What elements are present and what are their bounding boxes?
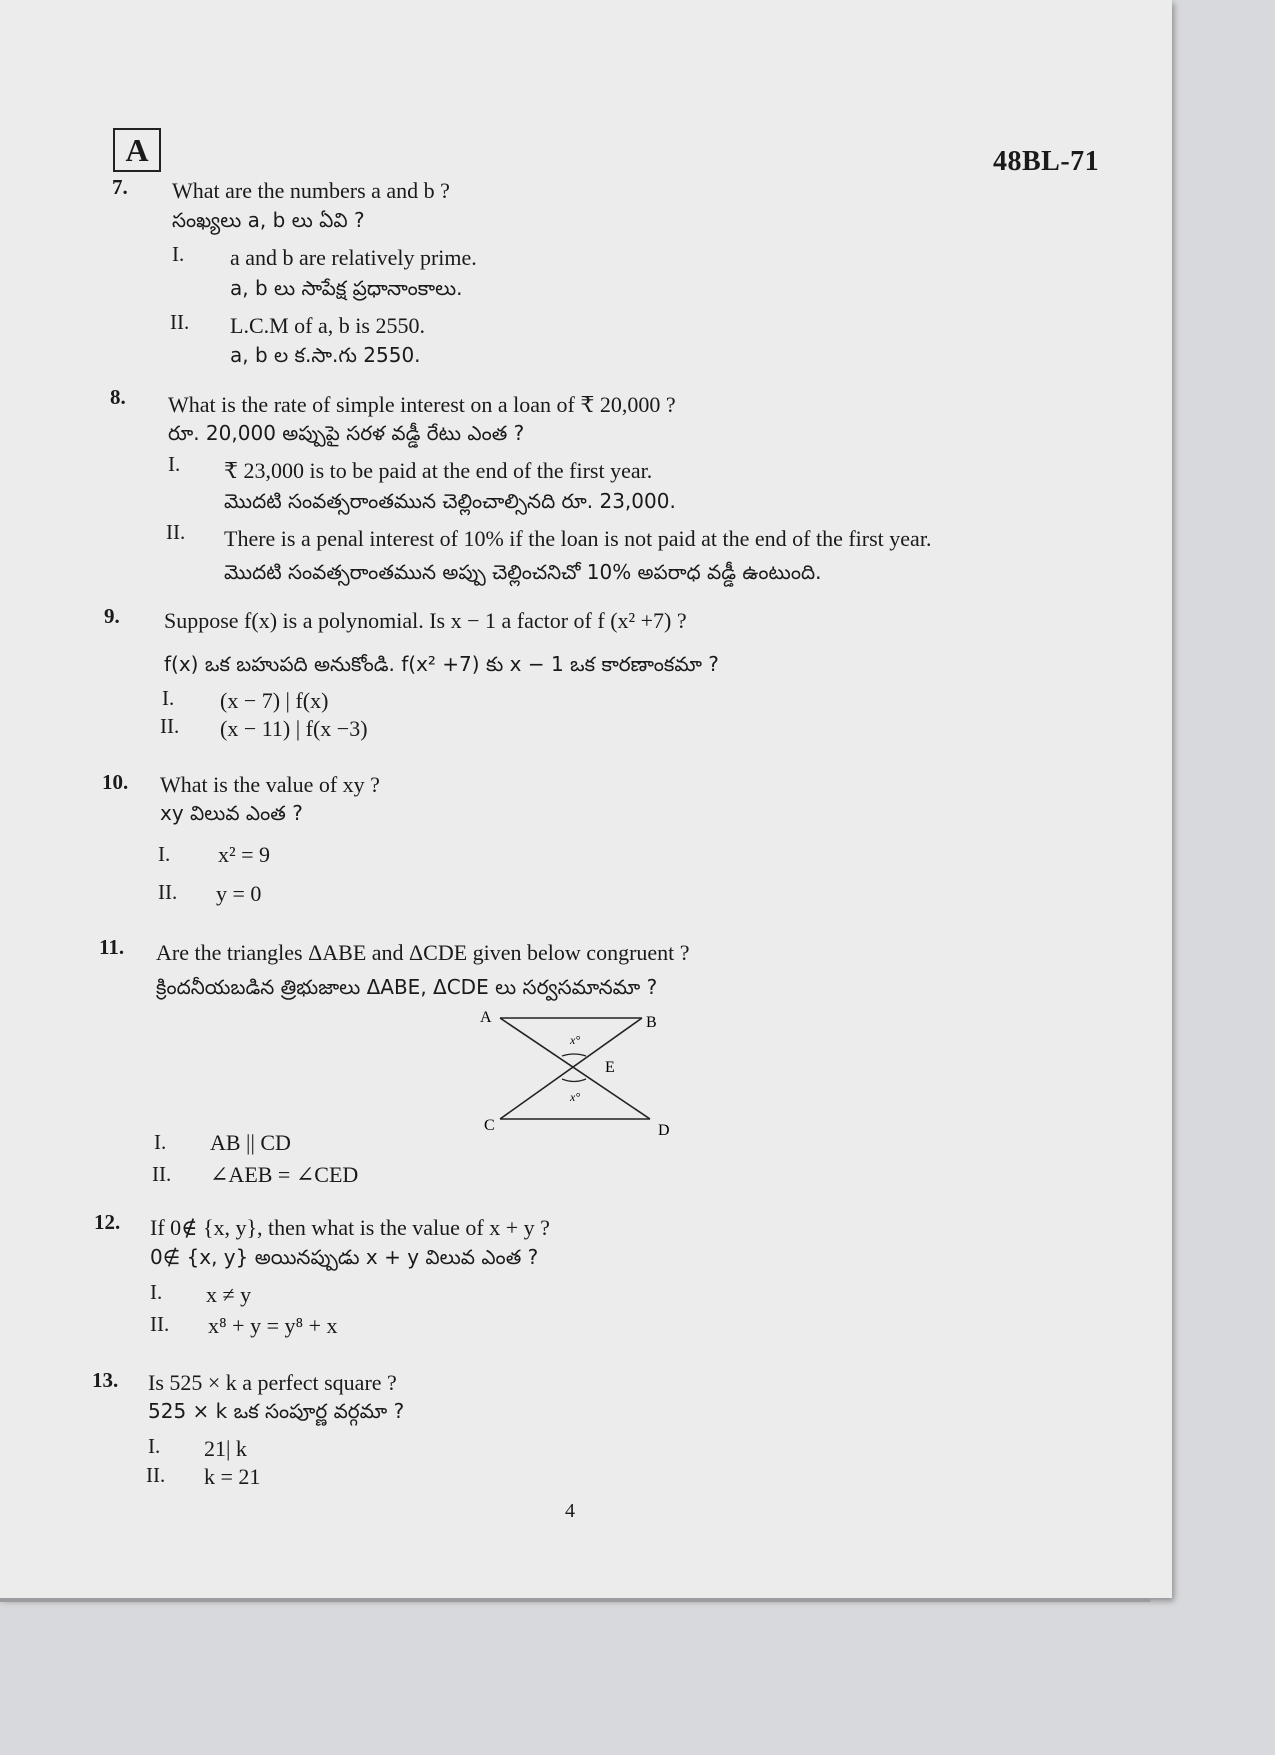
question-text-en: What is the rate of simple interest on a loan of ₹ 20,000 ? [168,392,676,417]
option-expression: AB || CD [210,1130,291,1155]
question-number: 10. [102,770,129,794]
label-d: D [658,1122,670,1139]
option-expression: ∠AEB = ∠CED [210,1162,359,1187]
option-number: I. [162,686,175,710]
question-text-te: సంఖ్యలు a, b లు ఏవి ? [172,208,365,232]
option-text-en: a and b are relatively prime. [230,245,477,270]
question-text-en: What is the value of xy ? [160,772,380,797]
question-text-en: Is 525 × k a perfect square ? [148,1370,397,1395]
option-expression: 21| k [204,1436,247,1461]
option-expression: x² = 9 [218,842,271,867]
option-number: II. [166,520,186,544]
angle-arc-bottom [562,1079,586,1082]
option-number: II. [170,310,190,334]
option-expression: (x − 7) | f(x) [220,688,329,713]
question-number: 7. [112,175,128,199]
option-number: I. [158,842,171,866]
question-text-te: f(x) ఒక బహుపది అనుకోండి. f(x² +7) కు x − 1 ఒక కారణాంకమా ? [164,652,719,676]
angle-label-bottom: x° [570,1090,581,1104]
option-expression: y = 0 [216,881,262,906]
option-text-te: మొదటి సంవత్సరాంతమున చెల్లించాల్సినది రూ. 23,000. [224,489,676,513]
question-number: 13. [92,1368,119,1392]
option-expression: k = 21 [204,1464,261,1489]
option-text-en: There is a penal interest of 10% if the loan is not paid at the end of the first year. [224,526,932,551]
question-text-en: Are the triangles ΔABE and ΔCDE given below congruent ? [156,940,690,965]
page-number: 4 [565,1500,575,1522]
option-number: I. [148,1434,161,1458]
angle-arc-top [562,1054,586,1056]
option-number: II. [158,880,178,904]
option-number: II. [150,1312,170,1336]
triangles-figure [470,1004,680,1144]
question-text-te: క్రిందనీయబడిన త్రిభుజాలు ΔABE, ΔCDE లు సర్వసమానమా ? [156,975,658,999]
option-number: I. [150,1280,163,1304]
question-number: 9. [104,604,120,628]
option-text-en: ₹ 23,000 is to be paid at the end of the first year. [224,458,653,483]
question-text-en: If 0∉ {x, y}, then what is the value of x + y ? [150,1215,550,1240]
option-text-te: a, b ల క.సా.గు 2550. [230,343,421,367]
label-c: C [484,1117,495,1134]
question-number: 8. [110,385,126,409]
option-expression: x ≠ y [206,1282,252,1307]
angle-label-top: x° [570,1033,581,1047]
option-number: II. [152,1162,172,1186]
question-text-en: What are the numbers a and b ? [172,178,450,203]
label-a: A [480,1009,492,1026]
question-number: 11. [99,935,125,959]
option-text-te: మొదటి సంవత్సరాంతమున అప్పు చెల్లించనిచో 10% అపరాధ వడ్డీ ఉంటుంది. [224,560,822,584]
paper-code: 48BL-71 [993,146,1100,177]
question-text-te: రూ. 20,000 అప్పుపై సరళ వడ్డీ రేటు ఎంత ? [168,421,525,445]
question-text-te: 0∉ {x, y} అయినప్పుడు x + y విలువ ఎంత ? [150,1245,539,1269]
question-number: 12. [94,1210,121,1234]
option-number: II. [160,714,180,738]
option-expression: (x − 11) | f(x −3) [220,716,368,741]
set-label-box: A [113,128,161,172]
option-text-en: L.C.M of a, b is 2550. [230,313,425,338]
label-e: E [605,1059,615,1076]
option-text-te: a, b లు సాపేక్ష ప్రధానాంకాలు. [230,276,463,300]
option-number: II. [146,1463,166,1487]
question-text-en: Suppose f(x) is a polynomial. Is x − 1 a factor of f (x² +7) ? [164,608,687,633]
option-number: I. [168,452,181,476]
label-b: B [646,1014,657,1031]
question-text-te: 525 × k ఒక సంపూర్ణ వర్గమా ? [148,1399,405,1423]
option-expression: x⁸ + y = y⁸ + x [208,1313,338,1338]
page-edge-shadow [0,1598,1150,1602]
question-text-te: xy విలువ ఎంత ? [160,801,303,825]
option-number: I. [172,242,185,266]
option-number: I. [154,1130,167,1154]
